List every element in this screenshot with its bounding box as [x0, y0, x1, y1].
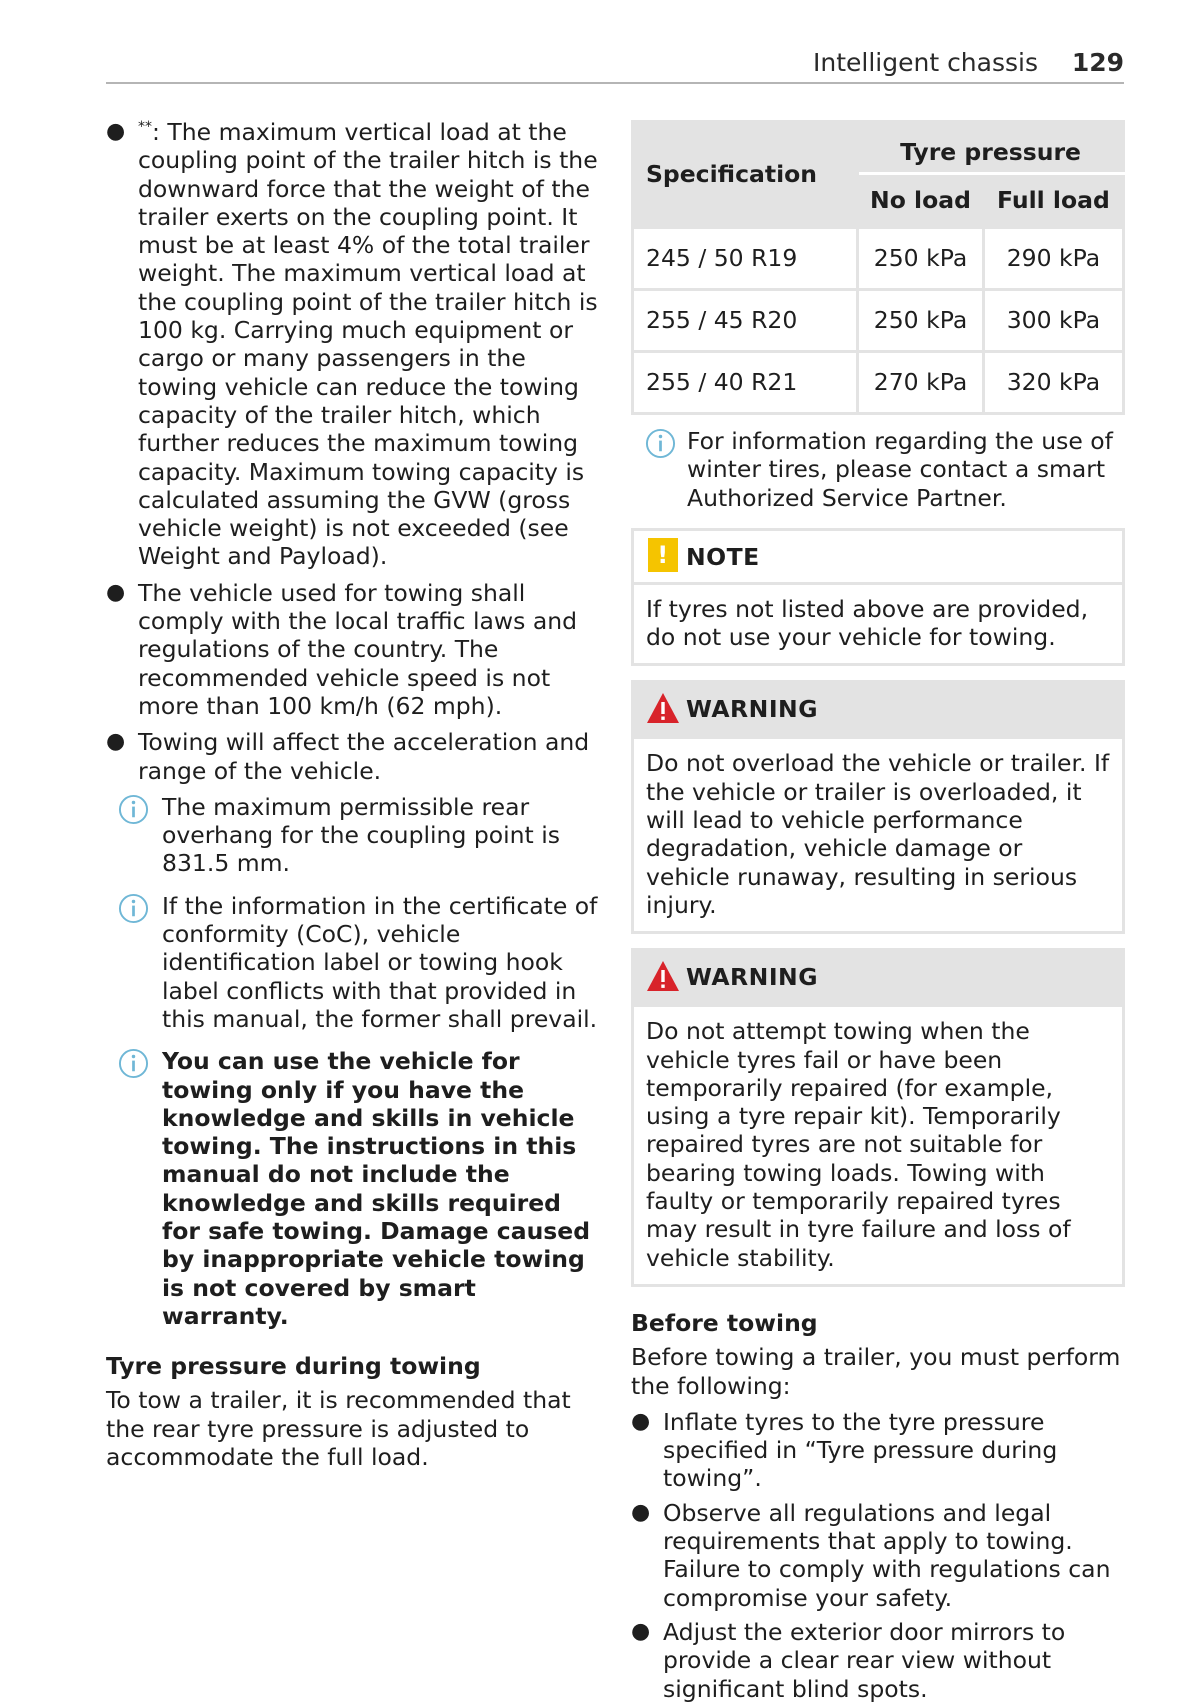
- table-row: [633, 352, 1124, 414]
- cell-no-load: 270 kPa: [858, 352, 984, 414]
- list-item: [631, 1618, 1125, 1703]
- list-item: [106, 579, 606, 720]
- bullet-icon: ●: [631, 1408, 651, 1434]
- note-box: [631, 528, 1125, 667]
- cell-no-load: 250 kPa: [858, 228, 984, 290]
- right-column: [631, 120, 1125, 1703]
- subheading-before-towing: Before towing: [631, 1308, 818, 1337]
- table-row: [633, 228, 1124, 290]
- list-item-text: Inflate tyres to the tyre pressure specified in “Tyre pressure during towing”.: [663, 1407, 1058, 1493]
- before-towing-list: [631, 1408, 1125, 1703]
- paragraph: To tow a trailer, it is recommended that the rear tyre pressure is adjusted to accommodate the full load.: [106, 1386, 571, 1472]
- info-icon: [118, 794, 149, 825]
- list-item-text: Adjust the exterior door mirrors to provide a clear rear view without significant blind spots.: [663, 1617, 1066, 1703]
- warning-triangle-icon: [646, 692, 680, 724]
- cell-no-load: 250 kPa: [858, 290, 984, 352]
- list-item: [631, 1408, 1125, 1493]
- subheading-tyre-pressure: Tyre pressure during towing: [106, 1352, 481, 1381]
- cell-spec: 255 / 45 R20: [633, 290, 858, 352]
- warning-header: [634, 683, 1122, 739]
- warning-label: WARNING: [686, 695, 819, 724]
- warning-box-overload: [631, 680, 1125, 934]
- cell-full-load: 300 kPa: [983, 290, 1123, 352]
- list-item: [106, 728, 606, 785]
- note-header: [634, 531, 1122, 585]
- info-icon: [118, 893, 149, 924]
- cell-spec: 255 / 40 R21: [633, 352, 858, 414]
- column-header-full-load: Full load: [983, 174, 1123, 228]
- info-text: For information regarding the use of winter tires, please contact a smart Authorized Service Partner.: [687, 427, 1113, 512]
- note-text: If tyres not listed above are provided, do not use your vehicle for towing.: [646, 594, 1089, 652]
- table-row: [633, 290, 1124, 352]
- list-item: [631, 1499, 1125, 1612]
- warning-triangle-icon: [646, 960, 680, 992]
- bullet-icon: ●: [106, 729, 126, 755]
- info-note-warranty: [120, 1047, 606, 1330]
- towing-notes-list: [106, 118, 606, 785]
- bullet-icon: ●: [631, 1499, 651, 1525]
- left-column: [106, 118, 606, 1471]
- list-item-text: : The maximum vertical load at the coupling point of the trailer hitch is the downward force that the weight of the trailer exerts on the coupling point. It must be at least 4% of the total trailer weight. The maximum vertical load at the coupling point of the trailer hitch is 100 kg. Carrying much equipment or cargo or many passengers in the towing vehicle can reduce the towing capacity of the trailer hitch, which further reduces the maximum towing capacity. Maximum towing capacity is calculated assuming the GVW (gross vehicle weight) is not exceeded (see Weight and Payload).: [138, 118, 598, 571]
- tyre-pressure-table: [631, 120, 1125, 415]
- column-header-no-load: No load: [858, 174, 984, 228]
- page-header: [106, 44, 1124, 84]
- info-text: If the information in the certificate of conformity (CoC), vehicle identification label or towing hook label conflicts with that provided in this manual, the former shall prevail.: [162, 891, 598, 1033]
- info-icon: [118, 1048, 149, 1079]
- warning-text: Do not attempt towing when the vehicle tyres fail or have been temporarily repaired (for example, using a tyre repair kit). Temporarily repaired tyres are not suitable for bearing towing loads. Towing with faulty or temporarily repaired tyres may result in tyre failure and loss of vehicle stability.: [646, 1017, 1071, 1272]
- info-note-coc: [120, 892, 606, 1033]
- warning-header: [634, 951, 1122, 1007]
- cell-spec: 245 / 50 R19: [633, 228, 858, 290]
- cell-full-load: 320 kPa: [983, 352, 1123, 414]
- cell-full-load: 290 kPa: [983, 228, 1123, 290]
- paragraph: Before towing a trailer, you must perform the following:: [631, 1343, 1121, 1400]
- list-item: [106, 118, 606, 571]
- footnote-marker: **: [138, 119, 152, 135]
- list-item-text: Towing will affect the acceleration and range of the vehicle.: [138, 728, 590, 785]
- page-number: 129: [1071, 48, 1124, 77]
- warning-box-repaired-tyres: [631, 948, 1125, 1287]
- note-exclamation-icon: !: [648, 538, 678, 572]
- info-text: You can use the vehicle for towing only if you have the knowledge and skills in vehicle towing. The instructions in this manual do not include the knowledge and skills required for safe towing. Damage caused by inappropriate vehicle towing is not covered by smart warranty.: [162, 1047, 591, 1330]
- info-note-overhang: [120, 793, 606, 878]
- bullet-icon: ●: [106, 579, 126, 605]
- list-item-text: Observe all regulations and legal requirements that apply to towing. Failure to comply with regulations can compromise your safety.: [663, 1498, 1111, 1612]
- column-header-specification: Specification: [633, 122, 858, 228]
- column-group-header: Tyre pressure: [858, 122, 1124, 174]
- bullet-icon: ●: [631, 1618, 651, 1644]
- list-item-text: The vehicle used for towing shall comply with the local traffic laws and regulations of the country. The recommended vehicle speed is not more than 100 km/h (62 mph).: [138, 578, 578, 720]
- note-label: NOTE: [686, 542, 760, 571]
- info-icon: [645, 428, 676, 459]
- warning-text: Do not overload the vehicle or trailer. If the vehicle or trailer is overloaded, it will lead to vehicle performance degradation, vehicle damage or vehicle runaway, resulting in serious injury.: [646, 749, 1110, 919]
- bullet-icon: ●: [106, 119, 126, 144]
- info-note-winter-tires: [631, 427, 1125, 512]
- warning-label: WARNING: [686, 963, 819, 992]
- section-title: Intelligent chassis: [812, 48, 1038, 77]
- info-text: The maximum permissible rear overhang for the coupling point is 831.5 mm.: [162, 792, 561, 878]
